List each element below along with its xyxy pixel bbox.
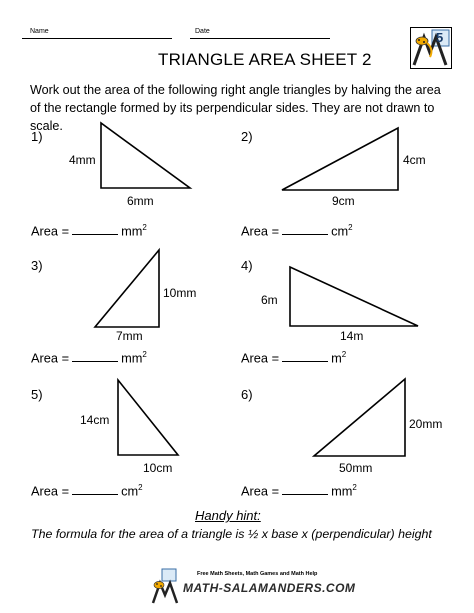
answer-blank[interactable] (72, 224, 118, 235)
area-power: 2 (341, 350, 347, 359)
problem-4-height: 6m (261, 293, 278, 307)
triangle-3 (95, 250, 159, 327)
problem-3-answer (31, 350, 147, 365)
problem-2-height: 4cm (403, 153, 426, 167)
triangle-1 (101, 123, 190, 188)
problem-5-height: 14cm (80, 413, 110, 427)
area-unit: mm (121, 223, 143, 239)
instructions: Work out the area of the following right angle triangles by halving the area of the rectangle formed by its perpendicular sides. They are not drawn to scale. (30, 83, 441, 133)
footer-tagline: Free Math Sheets, Math Games and Math Help (197, 571, 318, 577)
problem-5-number: 5) (31, 387, 43, 402)
area-prefix: Area = (31, 350, 70, 366)
problem-1-base: 6mm (127, 194, 154, 208)
triangle-6 (314, 379, 405, 456)
area-unit: mm (331, 483, 353, 499)
footer-logo (150, 567, 356, 607)
area-prefix: Area = (31, 483, 70, 499)
answer-blank[interactable] (282, 351, 328, 362)
problem-4-number: 4) (241, 258, 253, 273)
answer-blank[interactable] (282, 484, 328, 495)
problem-1-answer (31, 223, 147, 238)
area-power: 2 (352, 483, 357, 492)
problem-4-base: 14m (340, 329, 364, 343)
salamander-icon (150, 567, 180, 605)
problem-2-answer (241, 223, 353, 238)
area-prefix: Area = (241, 350, 280, 366)
problem-6-height: 20mm (409, 417, 443, 431)
date-label: Date (195, 28, 210, 35)
triangle-4 (290, 267, 418, 326)
problem-1-number: 1) (31, 129, 43, 144)
problem-2-number: 2) (241, 129, 253, 144)
area-unit: cm (121, 483, 139, 499)
problem-6-number: 6) (241, 387, 253, 402)
area-power: 2 (142, 223, 147, 232)
area-unit: mm (121, 350, 143, 366)
area-power: 2 (142, 350, 147, 359)
problem-5-answer (31, 483, 143, 498)
area-unit: cm (331, 223, 349, 239)
hint-formula: The formula for the area of a triangle is ½ x base x (perpendicular) height (31, 527, 432, 541)
problem-3-number: 3) (31, 258, 43, 273)
area-prefix: Area = (31, 223, 70, 239)
triangle-5 (118, 380, 178, 455)
triangle-2 (282, 128, 398, 190)
area-unit: m (331, 350, 342, 366)
answer-blank[interactable] (282, 224, 328, 235)
problem-2-base: 9cm (332, 194, 355, 208)
answer-blank[interactable] (72, 484, 118, 495)
problem-6-answer (241, 483, 357, 498)
hint-title: Handy hint: (195, 508, 261, 523)
problem-5-base: 10cm (143, 461, 173, 475)
name-label: Name (30, 28, 49, 35)
area-power: 2 (138, 483, 143, 492)
problem-3-base: 7mm (116, 329, 143, 343)
answer-blank[interactable] (72, 351, 118, 362)
area-power: 2 (348, 223, 353, 232)
problem-3-height: 10mm (163, 286, 197, 300)
page-title: TRIANGLE AREA SHEET 2 (158, 50, 372, 69)
problem-4-answer (241, 350, 346, 365)
area-prefix: Area = (241, 483, 280, 499)
problem-1-height: 4mm (69, 153, 96, 167)
area-prefix: Area = (241, 223, 280, 239)
problem-6-base: 50mm (339, 461, 373, 475)
grade-number: 5 (436, 30, 444, 45)
footer-brand: MATH-SALAMANDERS.COM (183, 581, 356, 595)
